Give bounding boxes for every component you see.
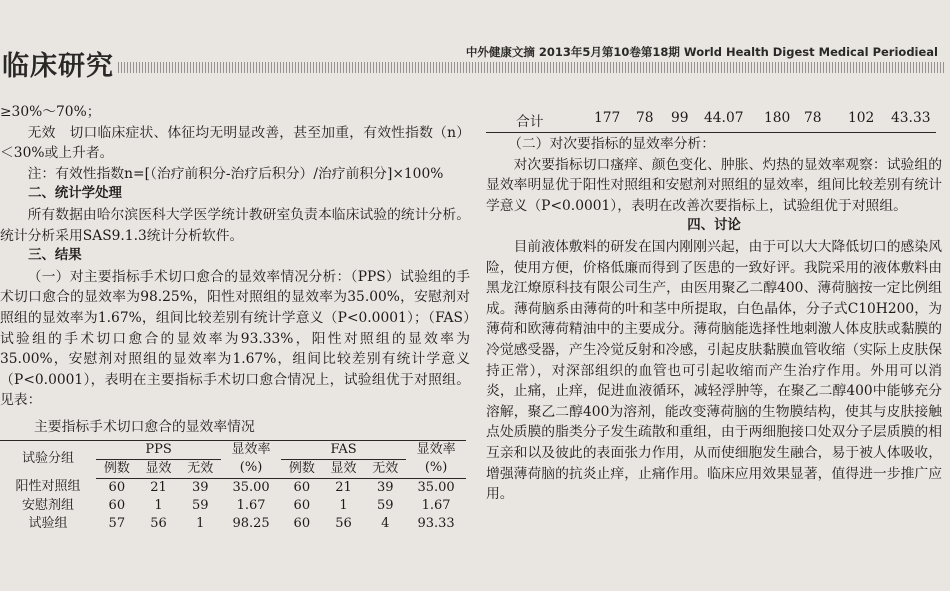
table-row	[0, 478, 466, 497]
total-cell: 180	[764, 110, 791, 126]
table-cell: 60	[108, 479, 126, 495]
table-subheader: 显效	[138, 459, 180, 478]
table-cell: 35.00	[232, 479, 270, 495]
table-cell: 阳性对照组	[15, 479, 81, 495]
paragraph-discussion: 目前液体敷料的研发在国内刚刚兴起，由于可以大大降低切口的感染风险，使用方便，价格低廉而得到了医患的一致好评。我院采用的液体敷料由黑龙江燎原科技有限公司生产，由医用聚乙二醇400、薄荷脑按一定比例组成。薄荷脑系由薄荷的叶和茎中所提取，白色晶体，分子式C10H200，为薄荷和欧薄荷精油中的主要成分。薄荷脑能选择性地刺激人体皮肤或黏膜的冷觉感受器，产生冷觉反射和冷感，引起皮肤黏膜血管收缩（实际上皮肤保持正常），对深部组织的血管也可引起收缩而产生治疗作用。外用可以消炎，止痛，止痒，促进血液循环，减轻浮肿等，在聚乙二醇400中能够充分溶解，聚乙二醇400为溶剂，能改变薄荷脑的生物膜结构，使其与皮肤接触点处质膜的脂类分子发生疏散和重组，由于两细胞接口处双分子层质膜的相互亲和以及彼此的表面张力作用，从而使细胞发生融合，易于被人体吸收，增强薄荷脑的抗炎止痒，止痛作用。临床应用效果显著，值得进一步推广应用。	[486, 238, 942, 503]
table-cell: 60	[293, 497, 311, 513]
table-cell: 试验组	[28, 515, 68, 531]
table-cell: 98.25	[232, 515, 270, 531]
total-cell: 78	[804, 110, 822, 126]
table-cell: 39	[192, 479, 209, 495]
results-table	[0, 440, 466, 533]
table-header-rate-pps: 显效率	[221, 440, 281, 459]
table-cell: 21	[335, 479, 352, 495]
table-cell: 60	[293, 515, 311, 531]
table-header-group: 试验分组	[0, 440, 96, 478]
table-row	[0, 515, 466, 533]
total-cell: 177	[594, 110, 621, 126]
table-header-pps: PPS	[96, 440, 221, 459]
paragraph-statistics: 所有数据由哈尔滨医科大学医学统计教研室负责本临床试验的统计分析。统计分析采用SAS9.1.3统计分析软件。	[0, 206, 470, 244]
table-cell: 安慰剂组	[21, 497, 74, 513]
table-cell: 93.33	[417, 515, 455, 531]
paragraph-secondary-results: 对次要指标切口瘙痒、颜色变化、肿胀、灼热的显效率观察：试验组的显效率明显优于阳性对照组和安慰剂对照组的显效率，组间比较差别有统计学意义（P<0.0001），表明在改善次要指标上，试验组优于对照组。	[486, 156, 942, 214]
table-subheader: 无效	[364, 459, 406, 478]
total-cell: 78	[636, 110, 654, 126]
header-hatch-rule	[118, 62, 944, 73]
page-header	[0, 0, 950, 100]
table-subheader: 例数	[281, 459, 323, 478]
table-header-rate-fas: 显效率	[406, 440, 466, 459]
table-row	[0, 497, 466, 515]
table-cell: 39	[377, 479, 394, 495]
table-cell: 35.00	[417, 479, 455, 495]
table-cell: 56	[150, 515, 167, 531]
table-subheader: (%)	[221, 459, 281, 478]
heading-results: 三、结果	[28, 248, 82, 264]
table-cell: 1	[154, 497, 163, 513]
table-cell: 4	[381, 515, 390, 531]
table-header-fas: FAS	[281, 440, 406, 459]
total-cell: 43.33	[891, 110, 931, 126]
total-cell: 99	[671, 110, 689, 126]
table-title: 主要指标手术切口愈合的显效率情况	[34, 418, 255, 435]
table-subheader: 显效	[323, 459, 365, 478]
table-subheader: 例数	[96, 459, 138, 478]
paragraph-primary-results: （一）对主要指标手术切口愈合的显效率情况分析：（PPS）试验组的手术切口愈合的显效率为98.25%，阳性对照组的显效率为35.00%，安慰剂对照组的显效率为1.67%，组间比较差别有统计学意义（P<0.0001）；（FAS）试验组的手术切口愈合的显效率为93.33%，阳性对照组的显效率为35.00%，安慰剂对照组的显效率为1.67%，组间比较差别有统计学意义（P<0.0001），表明在主要指标手术切口愈合情况上，试验组优于对照组。见表：	[0, 268, 470, 409]
table-cell: 1	[339, 497, 348, 513]
total-cell: 44.07	[704, 110, 744, 126]
table-subheader: 无效	[179, 459, 221, 478]
table-cell: 60	[108, 497, 126, 513]
table-cell: 1	[196, 515, 205, 531]
total-cell: 102	[848, 110, 875, 126]
heading-secondary-results: （二）对次要指标的显效率分析：	[508, 136, 716, 152]
heading-statistics: 二、统计学处理	[28, 186, 122, 202]
section-title: 临床研究	[2, 51, 114, 82]
left-column	[0, 102, 470, 533]
table-cell: 1.67	[236, 497, 266, 513]
table-cell: 59	[192, 497, 209, 513]
paragraph-note: 注：有效性指数n=[（治疗前积分-治疗后积分）/治疗前积分]×100%	[27, 165, 444, 182]
table-subheader: (%)	[406, 459, 466, 478]
table-cell: 60	[293, 479, 311, 495]
table-cell: 21	[150, 479, 167, 495]
journal-info: 中外健康文摘 2013年5月第10卷第18期 World Health Digest Medical Periodieal	[465, 45, 938, 59]
paragraph-ineffective: 无效 切口临床症状、体征均无明显改善，甚至加重，有效性指数（n）＜30%或上升者。	[0, 124, 470, 162]
table-cell: 57	[108, 515, 126, 531]
table-cell: 59	[377, 497, 394, 513]
table-cell: 56	[335, 515, 352, 531]
heading-discussion: 四、讨论	[687, 218, 741, 234]
total-label: 合计	[516, 114, 544, 130]
table-total-row	[486, 110, 936, 133]
paragraph-criteria-continued: ≥30%～70%；	[0, 104, 101, 120]
table-cell: 1.67	[421, 497, 451, 513]
right-column	[486, 134, 942, 505]
